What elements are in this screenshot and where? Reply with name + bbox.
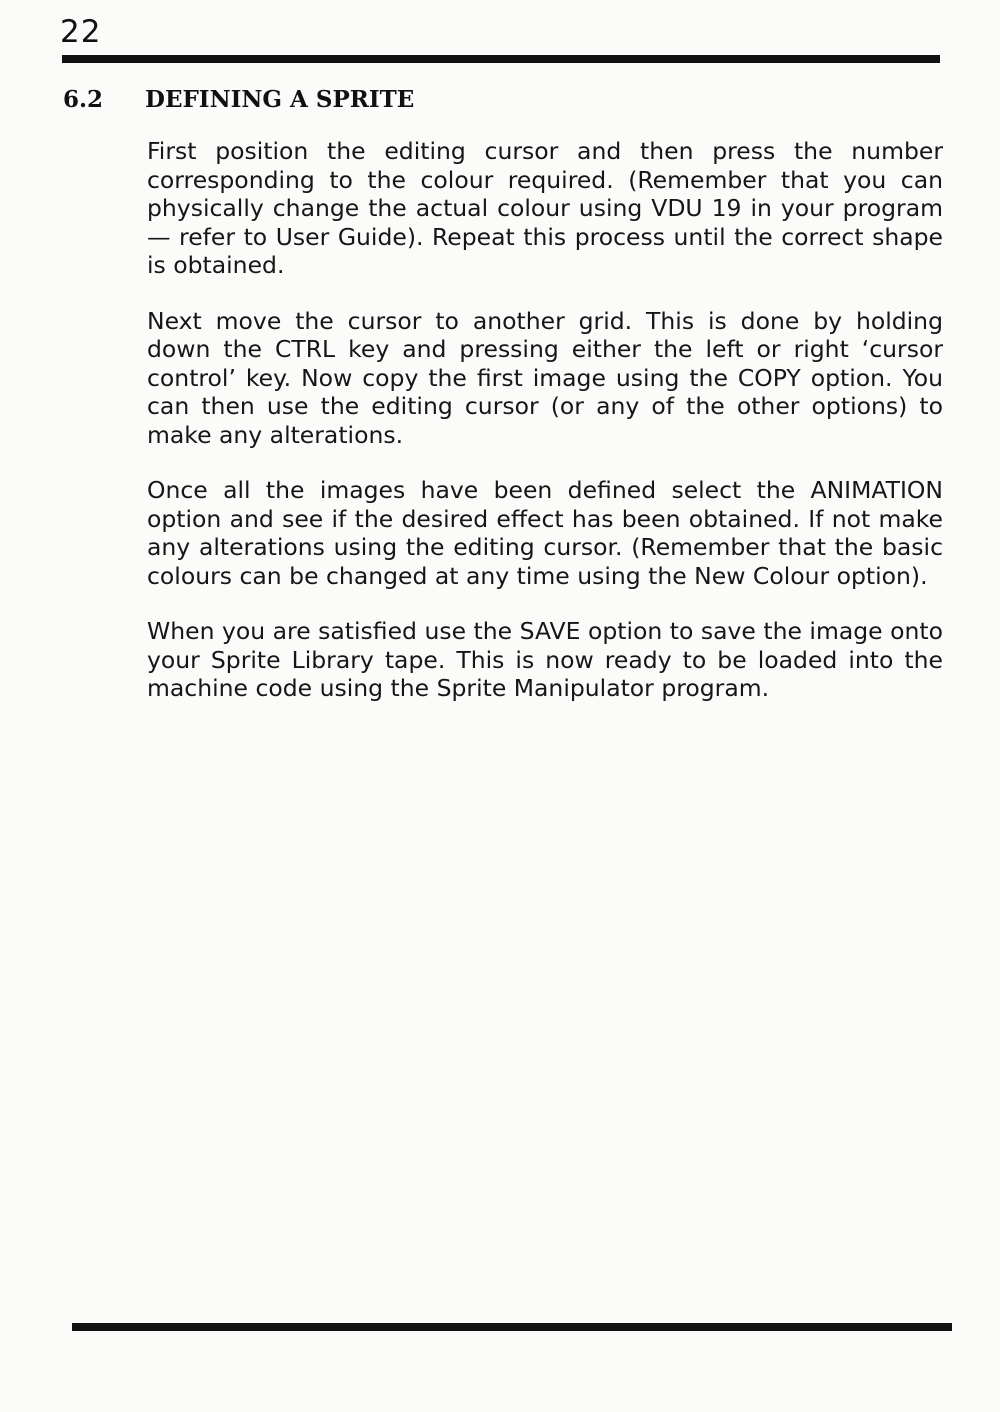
section-body [147, 137, 943, 730]
paragraph: Once all the images have been defined select the ANIMATION option and see if the desired effect has been obtained. If not make any alterations using the editing cursor. (Remember that the basic colours can be changed at any time using the New Colour option). [147, 476, 943, 590]
section-number: 6.2 [63, 86, 104, 113]
page-number: 22 [60, 14, 102, 50]
top-rule [62, 55, 940, 63]
paragraph: Next move the cursor to another grid. This is done by holding down the CTRL key and pressing either the left or right ‘cursor control’ key. Now copy the first image using the COPY option. You can then use the editing cursor (or any of the other options) to make any alterations. [147, 306, 943, 449]
paragraph: First position the editing cursor and then press the number corresponding to the colour required. (Remember that you can physically change the actual colour using VDU 19 in your program — refer to User Guide). Repeat this process until the correct shape is obtained. [147, 137, 943, 279]
section-title: DEFINING A SPRITE [145, 86, 415, 113]
section-heading [63, 86, 414, 113]
bottom-rule [72, 1323, 952, 1331]
paragraph: When you are satisfied use the SAVE option to save the image onto your Sprite Library tape. This is now ready to be loaded into the machine code using the Sprite Manipulator program. [147, 617, 943, 702]
